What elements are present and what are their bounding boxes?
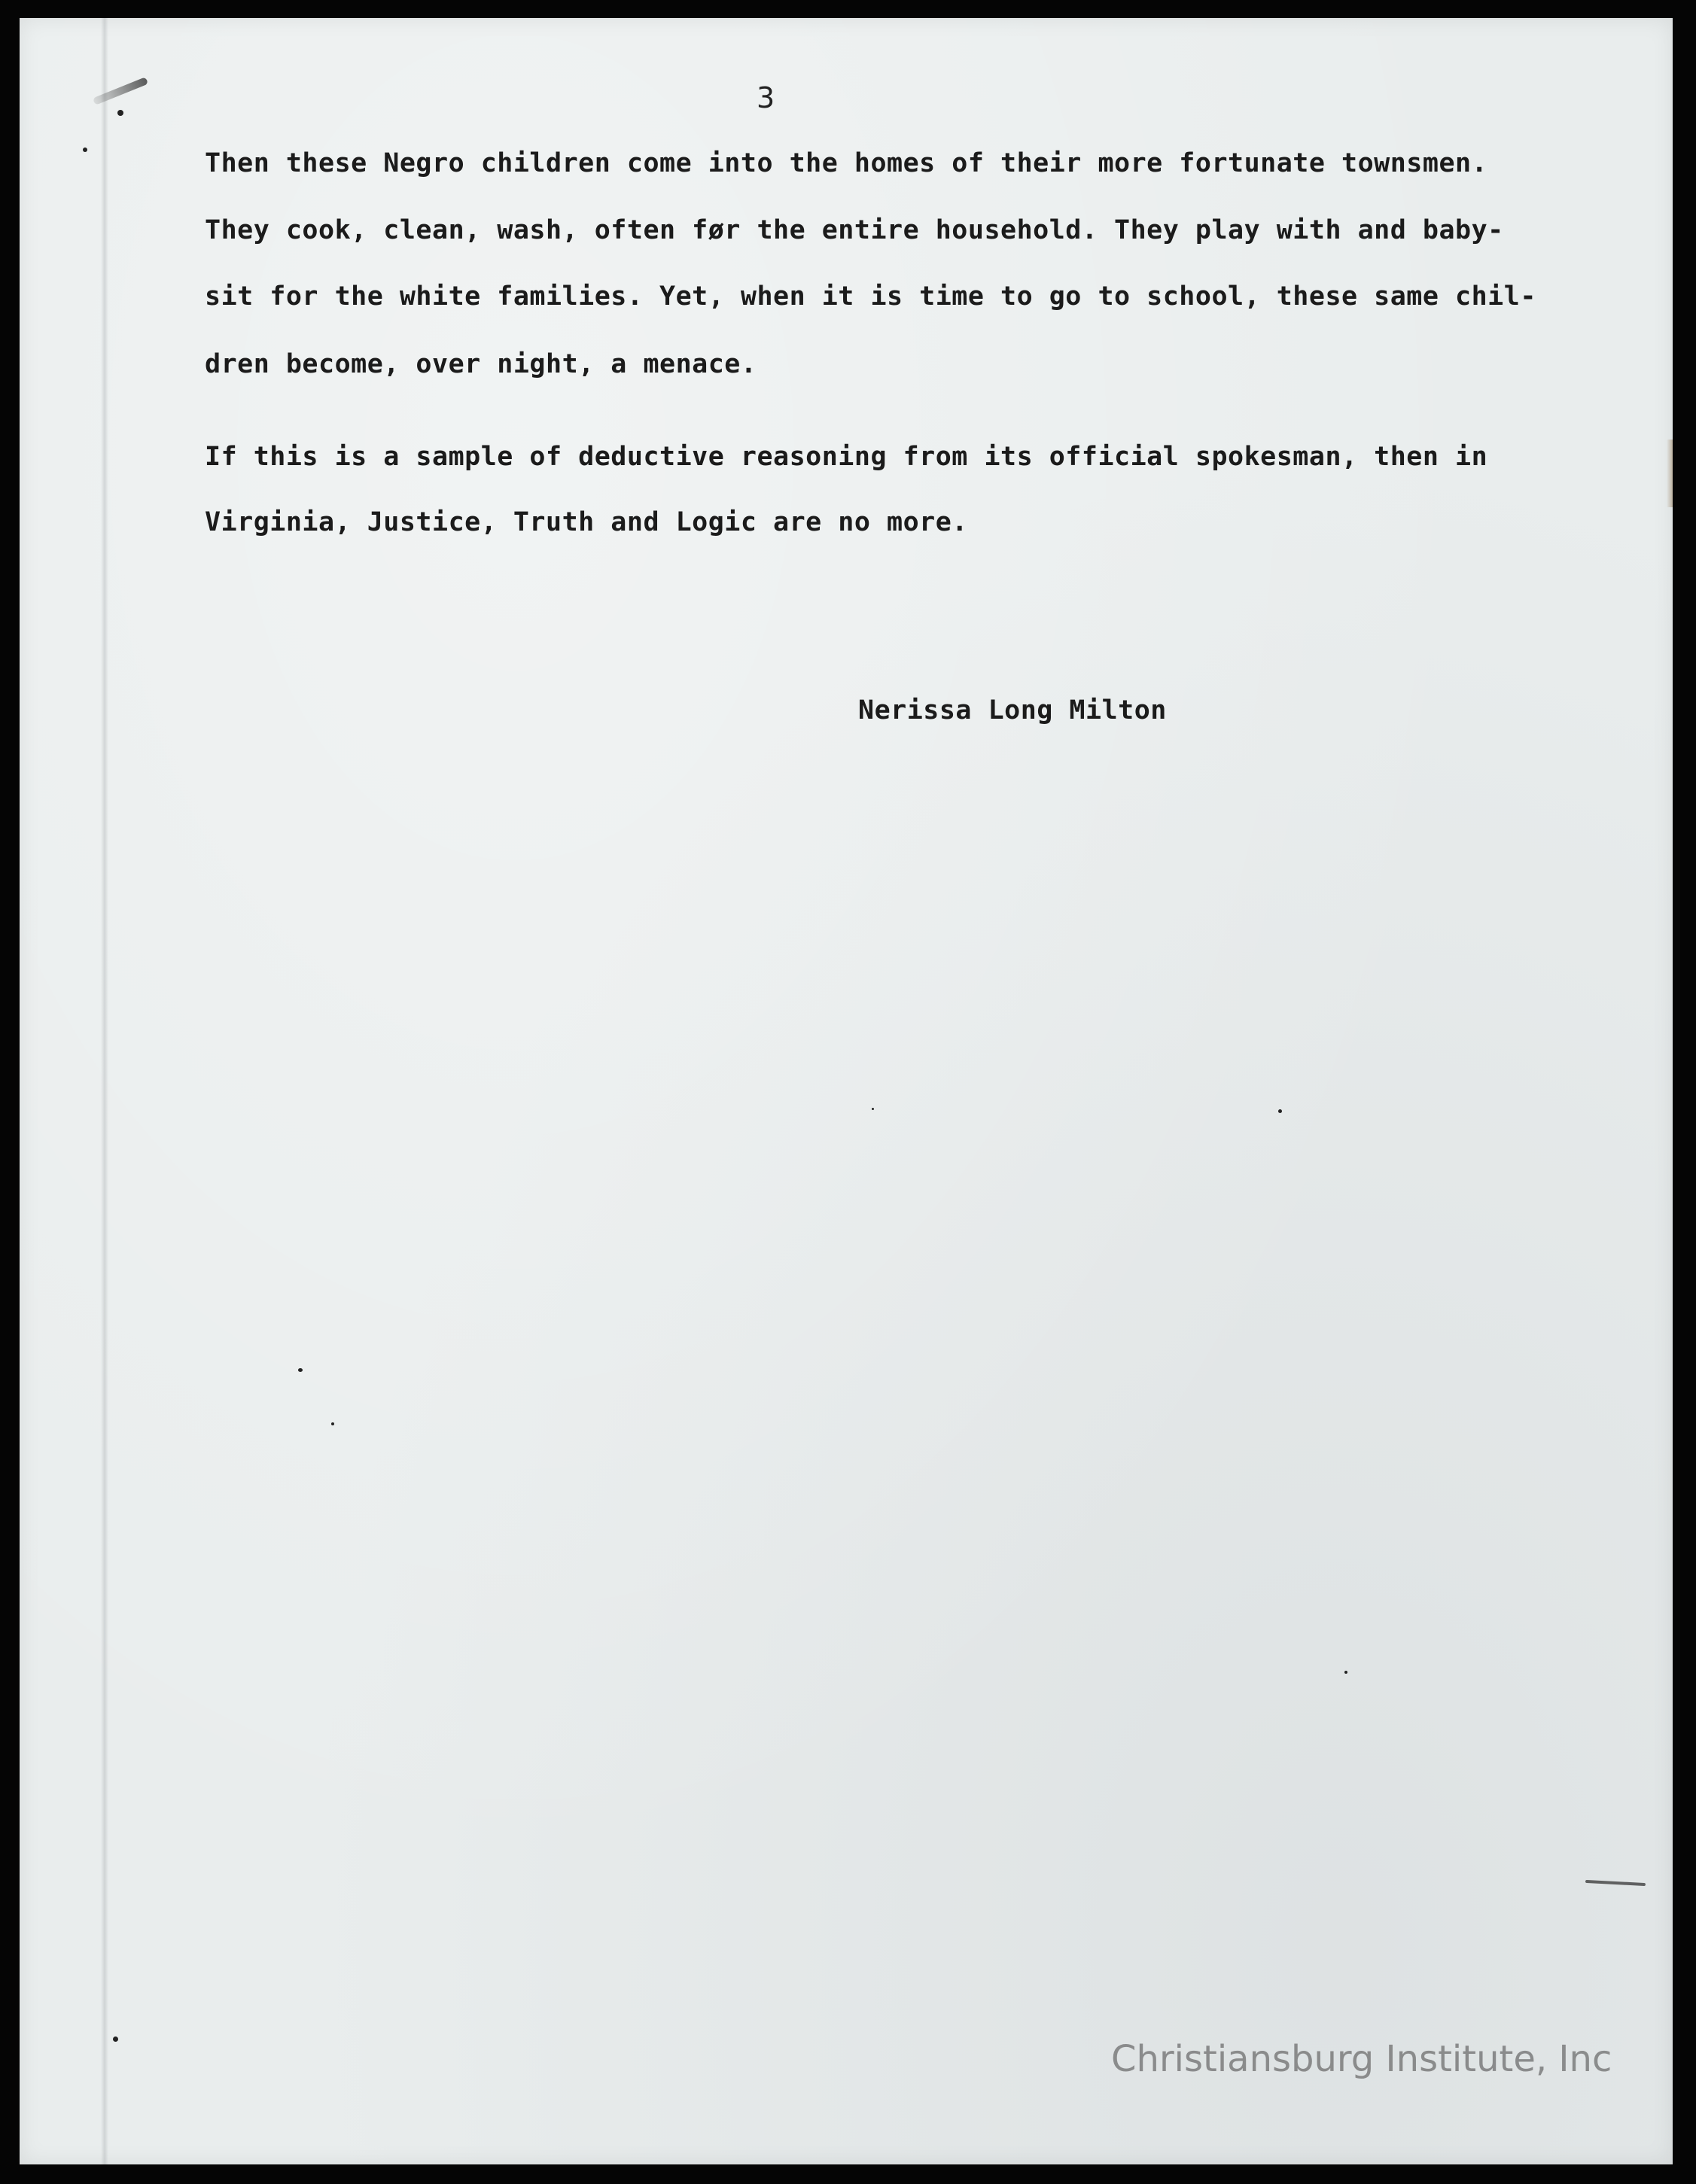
signature-name: Nerissa Long Milton <box>858 695 1167 725</box>
body-line: They cook, clean, wash, often før the entire household. They play with and baby- <box>205 215 1504 245</box>
ink-speck <box>1278 1109 1282 1113</box>
ink-speck <box>113 2036 118 2042</box>
ink-speck <box>83 148 87 152</box>
ink-speck <box>298 1368 303 1372</box>
ink-speck <box>1344 1671 1347 1674</box>
paper-sheet <box>20 18 1673 2164</box>
watermark-text: Christiansburg Institute, Inc <box>1111 2038 1612 2080</box>
ink-speck <box>117 110 123 116</box>
body-line: sit for the white families. Yet, when it is time to go to school, these same chil- <box>205 281 1536 312</box>
ink-speck <box>872 1108 874 1110</box>
body-line: If this is a sample of deductive reasoning from its official spokesman, then in <box>205 442 1488 472</box>
body-line: Then these Negro children come into the homes of their more fortunate townsmen. <box>205 148 1488 178</box>
ink-speck <box>331 1422 334 1425</box>
pencil-mark <box>1585 1880 1646 1886</box>
edge-stain <box>1667 440 1673 507</box>
body-line: Virginia, Justice, Truth and Logic are no more. <box>205 507 968 537</box>
paper-fold-shadow <box>101 18 108 2164</box>
body-line: dren become, over night, a menace. <box>205 349 757 379</box>
page-number: 3 <box>757 81 775 114</box>
